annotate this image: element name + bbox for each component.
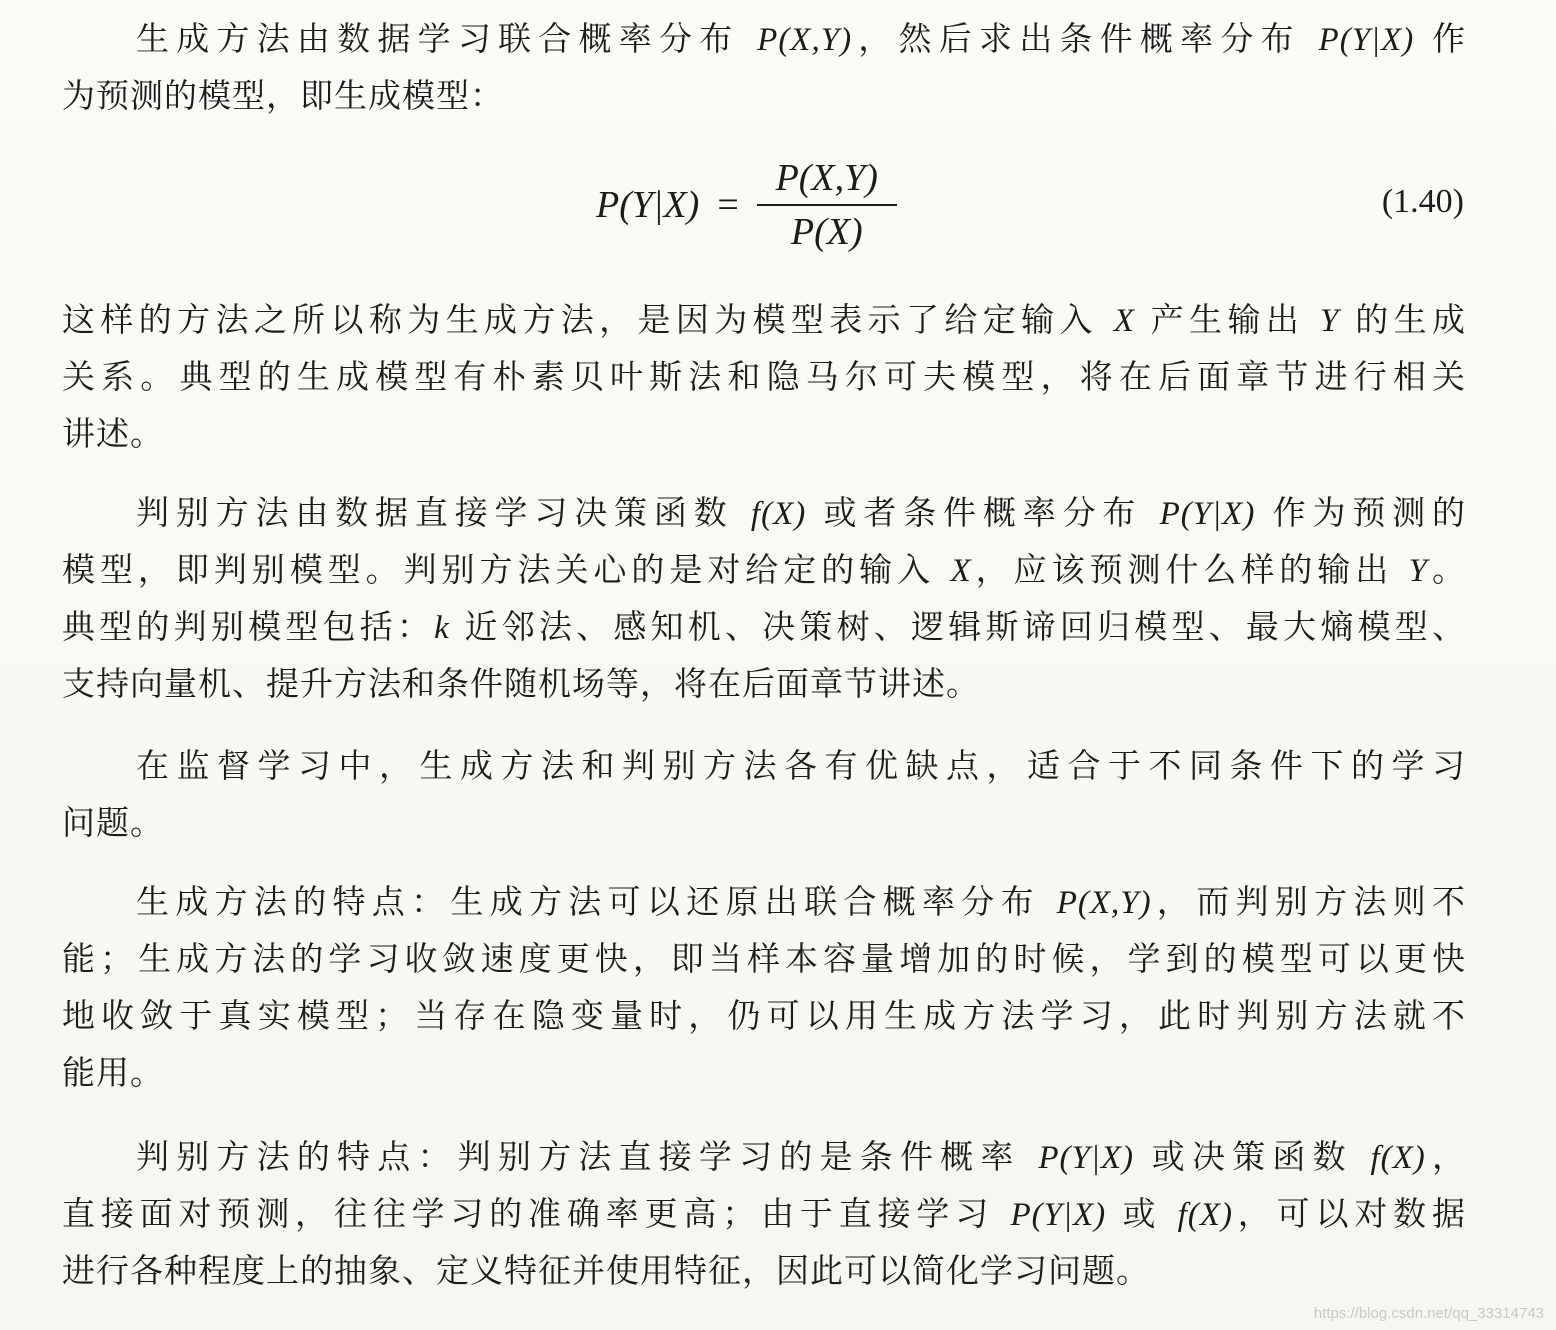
display-equation: [0, 150, 1556, 260]
text-line: 问题。: [62, 803, 164, 842]
math-inline: P(Y|X): [1159, 496, 1256, 532]
fraction: [757, 156, 897, 254]
equation-lhs: P(Y|X): [596, 184, 700, 226]
text-line: 在监督学习中，生成方法和判别方法各有优缺点，适合于不同条件下的学习: [136, 746, 1466, 785]
math-inline: P(Y|X): [1010, 1197, 1107, 1233]
text-line: 能用。: [62, 1053, 164, 1092]
paragraph-discriminative-intro: [62, 484, 1466, 712]
text-line: 为预测的模型，即生成模型：: [62, 76, 504, 115]
text-line: 典型的判别模型包括：k 近邻法、感知机、决策树、逻辑斯谛回归模型、最大熵模型、: [62, 607, 1466, 646]
text-line: 判别方法由数据直接学习决策函数 f(X) 或者条件概率分布 P(Y|X) 作为预测的: [136, 493, 1466, 532]
math-inline: Y: [1408, 553, 1429, 589]
math-inline: f(X): [750, 496, 807, 532]
math-inline: f(X): [1370, 1140, 1426, 1176]
math-inline: X: [1113, 303, 1135, 339]
text-line: 判别方法的特点：判别方法直接学习的是条件概率 P(Y|X) 或决策函数 f(X)，: [136, 1137, 1466, 1176]
text-line: 这样的方法之所以称为生成方法，是因为模型表示了给定输入 X 产生输出 Y 的生成: [62, 300, 1466, 339]
paragraph-comparison: [62, 737, 1466, 851]
text-line: 生成方法的特点：生成方法可以还原出联合概率分布 P(X,Y)，而判别方法则不: [136, 882, 1466, 921]
text-line: 直接面对预测，往往学习的准确率更高；由于直接学习 P(Y|X) 或 f(X)，可以对数据: [62, 1194, 1466, 1233]
math-inline: P(X,Y): [1056, 885, 1152, 921]
text-line: 进行各种程度上的抽象、定义特征并使用特征，因此可以简化学习问题。: [62, 1251, 1150, 1290]
math-inline: P(X,Y): [757, 22, 853, 58]
text-line: 地收敛于真实模型；当存在隐变量时，仍可以用生成方法学习，此时判别方法就不: [62, 996, 1466, 1035]
equation-number: (1.40): [1381, 183, 1464, 220]
math-inline: X: [950, 553, 972, 589]
text-line: 支持向量机、提升方法和条件随机场等，将在后面章节讲述。: [62, 664, 980, 703]
math-inline: f(X): [1177, 1197, 1233, 1233]
math-inline: P(Y|X): [1318, 22, 1415, 58]
paragraph-generative-explanation: [62, 291, 1466, 462]
fraction-numerator: P(X,Y): [775, 157, 878, 199]
math-inline: k: [434, 610, 450, 646]
watermark-url: https://blog.csdn.net/qq_33314743: [1313, 1305, 1544, 1322]
paragraph-discriminative-features: [62, 1128, 1466, 1299]
equals-sign: =: [717, 184, 739, 226]
equation-body: [596, 150, 897, 260]
math-inline: P(Y|X): [1038, 1140, 1135, 1176]
text-line: 能；生成方法的学习收敛速度更快，即当样本容量增加的时候，学到的模型可以更快: [62, 939, 1466, 978]
math-inline: Y: [1320, 303, 1340, 339]
text-line: 关系。典型的生成模型有朴素贝叶斯法和隐马尔可夫模型，将在后面章节进行相关: [62, 357, 1466, 396]
fraction-denominator: P(X): [790, 211, 863, 253]
paragraph-generative-features: [62, 873, 1466, 1101]
text-line: 模型，即判别模型。判别方法关心的是对给定的输入 X，应该预测什么样的输出 Y。: [62, 550, 1466, 589]
text-line: 生成方法由数据学习联合概率分布 P(X,Y)，然后求出条件概率分布 P(Y|X) 作: [136, 19, 1466, 58]
paragraph-generative-intro: [62, 10, 1466, 124]
text-line: 讲述。: [62, 414, 164, 453]
